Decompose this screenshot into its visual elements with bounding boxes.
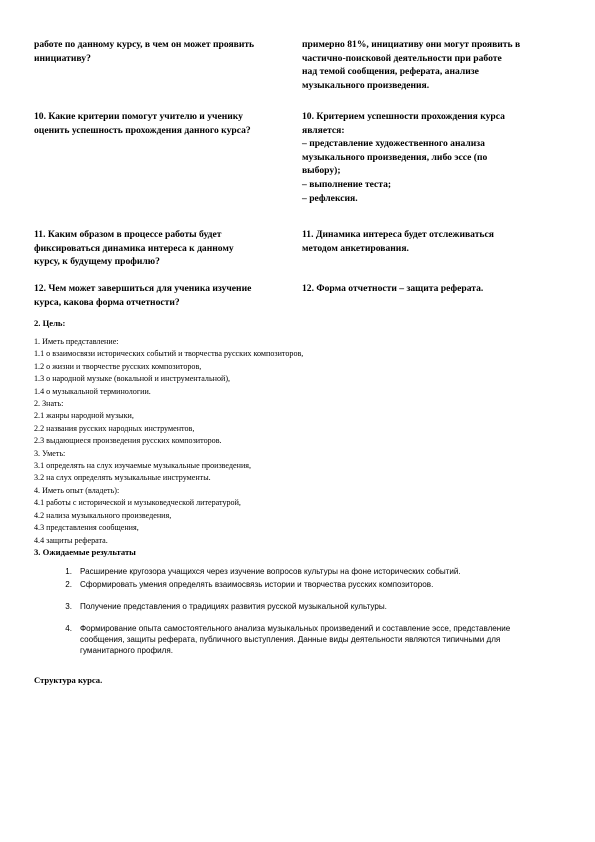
goal-line: 4.1 работы с исторической и музыковедческой литературой,: [34, 498, 241, 508]
qa-row-9: [34, 38, 564, 92]
result-text: [80, 601, 560, 612]
answer-line: – представление художественного анализа: [302, 138, 485, 150]
goal-line: 1.1 о взаимосвязи исторических событий и творчества русских композиторов,: [34, 349, 304, 359]
goal-line: 3.2 на слух определять музыкальные инструменты.: [34, 473, 211, 483]
answer-line: примерно 81%, инициативу они могут проявить в: [302, 39, 521, 50]
question-line: оценить успешность прохождения данного курса?: [34, 124, 251, 136]
answer-line: – выполнение теста;: [302, 178, 392, 190]
goal-line: 3.1 определять на слух изучаемые музыкальные произведения,: [34, 461, 252, 471]
goal-line: 3. Уметь:: [34, 448, 66, 458]
result-number: 4.: [65, 624, 72, 633]
result-text: [80, 579, 560, 590]
question-line: 10. Какие критерии помогут учителю и ученику: [34, 111, 243, 122]
result-text: [80, 566, 560, 577]
answer-line: 12. Форма отчетности – защита реферата.: [302, 283, 484, 294]
result-item: [50, 566, 560, 577]
result-number: 1.: [65, 567, 72, 576]
answer-cell: [302, 110, 564, 205]
qa-row-11: [34, 228, 564, 269]
question-cell: [34, 282, 302, 309]
result-line: сообщения, защиты реферата, публичного выступления. Данные виды деятельности являются типичными для: [80, 635, 501, 645]
goal-line: 1.2 о жизни и творчестве русских композиторов,: [34, 361, 202, 371]
answer-cell: [302, 228, 564, 269]
goal-line: 4.3 представления сообщения,: [34, 523, 139, 533]
answer-cell: [302, 282, 564, 309]
answer-line: музыкального произведения, либо эссе (по: [302, 151, 488, 163]
question-cell: [34, 38, 302, 92]
question-cell: [34, 228, 302, 269]
result-number: 2.: [65, 580, 72, 589]
goal-line: 4. Иметь опыт (владеть):: [34, 485, 120, 495]
qa-row-10: [34, 110, 564, 205]
result-line: гуманитарного профиля.: [80, 646, 173, 656]
question-line: курсу, к будущему профилю?: [34, 256, 160, 268]
result-item: [50, 601, 560, 612]
question-line: курса, какова форма отчетности?: [34, 296, 180, 308]
result-number: 3.: [65, 602, 72, 611]
answer-line: выбору);: [302, 165, 341, 177]
result-line: Сформировать умения определять взаимосвязь истории и творчества русских композиторов.: [80, 580, 434, 589]
results-heading: 3. Ожидаемые результаты: [34, 547, 136, 557]
answer-line: методом анкетирования.: [302, 242, 409, 254]
result-item: [50, 623, 560, 657]
result-text: [80, 623, 560, 657]
question-line: инициативу?: [34, 52, 91, 64]
goal-line: 4.2 нализа музыкального произведения,: [34, 510, 172, 520]
goal-line: 2. Знать:: [34, 399, 64, 409]
answer-line: – рефлексия.: [302, 192, 358, 204]
answer-line: частично-поисковой деятельности при работе: [302, 52, 502, 64]
goal-line: 1.3 о народной музыке (вокальной и инструментальной),: [34, 374, 231, 384]
result-line: Получение представления о традициях развития русской музыкальной культуры.: [80, 602, 387, 611]
structure-heading: Структура курса.: [34, 675, 103, 685]
answer-line: 11. Динамика интереса будет отслеживаться: [302, 229, 494, 240]
question-line: фиксироваться динамика интереса к данному: [34, 242, 234, 254]
result-line: Расширение кругозора учащихся через изучение вопросов культуры на фоне исторических событий.: [80, 567, 461, 576]
goal-line: 1. Иметь представление:: [34, 337, 119, 346]
answer-line: музыкального произведения.: [302, 79, 430, 91]
question-line: работе по данному курсу, в чем он может проявить: [34, 39, 255, 50]
answer-line: над темой сообщения, реферата, анализе: [302, 66, 479, 78]
qa-row-12: [34, 282, 564, 309]
question-line: 12. Чем может завершиться для ученика изучение: [34, 283, 252, 294]
question-line: 11. Каким образом в процессе работы будет: [34, 229, 222, 240]
result-item: [50, 579, 560, 590]
answer-line: 10. Критерием успешности прохождения курса: [302, 111, 505, 122]
result-line: Формирование опыта самостоятельного анализа музыкальных произведений и составление эссе, представление: [80, 624, 511, 633]
answer-cell: [302, 38, 564, 92]
goals-list: [34, 336, 554, 547]
goal-line: 2.1 жанры народной музыки,: [34, 411, 134, 421]
goal-line: 2.2 названия русских народных инструментов,: [34, 423, 195, 433]
goal-heading: 2. Цель:: [34, 318, 66, 328]
goal-line: 1.4 о музыкальной терминологии.: [34, 386, 151, 396]
goal-line: 4.4 защиты реферата.: [34, 535, 108, 545]
question-cell: [34, 110, 302, 205]
answer-line: является:: [302, 124, 345, 136]
goal-line: 2.3 выдающиеся произведения русских композиторов.: [34, 436, 222, 446]
